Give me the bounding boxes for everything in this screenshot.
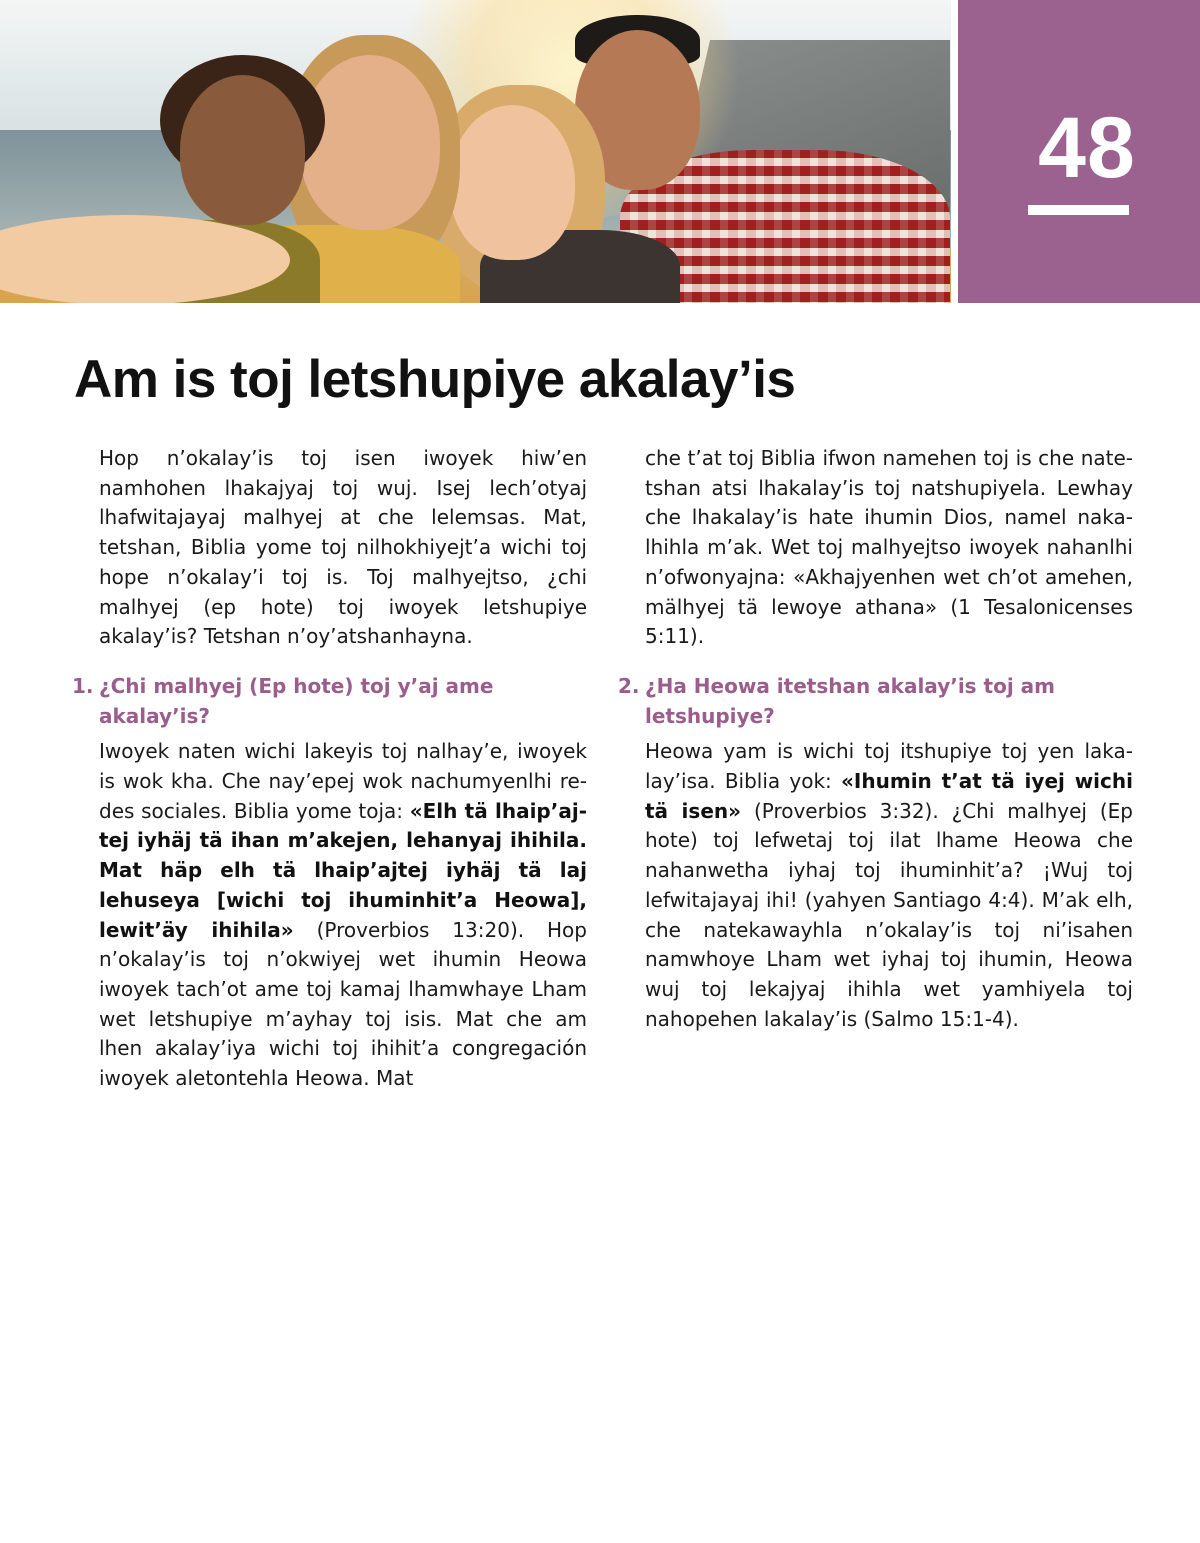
photo-person xyxy=(300,55,440,230)
paragraph-text: Heowa yam is wichi toj itshupiye toj yen lakalay’isa. Biblia yok: xyxy=(645,739,1133,794)
section-1-paragraph xyxy=(99,737,587,1093)
section-1-paragraph-continued: che t’at toj Biblia ifwon namehen toj is che natetshan atsi lhakalay’is toj natshupiyela. Lewhay che lhakalay’is hate ihumin Dios, namel nakalhihla m’ak. Wet toj malhyejtso iwoyek nahanlhi n’ofwonyajna: «Akhajyenhen wet ch’ot amehen, mälhyej tä lewoye athana» (1 Tesalonicenses 5:11). xyxy=(645,446,1133,649)
question-heading-1 xyxy=(72,672,587,731)
question-text: ¿Chi malhyej (Ep hote) toj y’aj ame akalay’is? xyxy=(99,673,494,728)
question-number: 2. xyxy=(618,673,640,698)
photo-person xyxy=(180,75,305,225)
question-number: 1. xyxy=(72,673,94,698)
paragraph-text: Iwoyek naten wichi lakeyis toj nalhay’e, iwoyek is wok kha. Che nay’epej wok nachumyenlhi redes sociales. Biblia yome toja: xyxy=(99,739,587,823)
header-photo xyxy=(0,0,951,303)
page-title: Am is toj letshupiye akalay’is xyxy=(74,350,796,409)
photo-person xyxy=(450,105,575,260)
question-heading-2 xyxy=(618,672,1133,731)
question-text: ¿Ha Heowa itetshan akalay’is toj am letshupiye? xyxy=(645,673,1055,728)
lesson-number: 48 xyxy=(1038,100,1136,196)
column-right xyxy=(618,444,1133,1034)
section-2-paragraph xyxy=(645,737,1133,1034)
intro-paragraph: Hop n’okalay’is toj isen iwoyek hiw’en namhohen lhakajyaj toj wuj. Isej lech’otyaj lhafwitajayaj malhyej at che lelemsas. Mat, tetshan, Biblia yome toj nilhokhiyejt’a wichi toj hope n’okalay’i toj is. Toj malhyejtso, ¿chi malhyej (ep hote) toj iwoyek letshupiye akalay’is? Tetshan n’oy’atshanhayna. xyxy=(99,446,587,649)
column-left xyxy=(72,444,588,1094)
lesson-number-badge xyxy=(958,0,1200,303)
paragraph-text: (Proverbios 13:20). Hop n’okalay’is toj n’okwiyej wet ihumin Heowa iwoyek tach’ot ame toj kamaj lhamwhaye Lham wet letshupiye m’ayhay toj isis. Mat che am lhen akalay’iya wichi toj ihihit’a congregación iwoyek aletontehla Heowa. Mat xyxy=(99,917,587,1091)
lesson-number-underline xyxy=(1028,205,1129,215)
scripture-quote: «Elh tä lhaip’ajtej iyhäj tä ihan m’akejen, lehanyaj ihihila. Mat häp elh tä lhaip’ajtej iyhäj tä laj lehuseya [wichi toj ihuminhit’a Heowa], lewit’äy ihihila» xyxy=(99,798,588,942)
paragraph-text: (Proverbios 3:32). ¿Chi malhyej (Ep hote) toj lefwetaj toj ilat lhame Heowa che nahanwetha iyhaj toj ihuminhit’a? ¡Wuj toj lefwitajayaj ihi! (yahyen Santiago 4:4). M’ak elh, che natekawayhla n’okalay’is toj ni’isahen namwhoye Lham wet iyhaj toj ihumin, Heowa wuj toj lekajyaj ihihla wet yamhiyela toj nahopehen lakalay’is (Salmo 15:1-4). xyxy=(645,798,1133,1031)
scripture-quote: «Ihumin t’at tä iyej wichi tä isen» xyxy=(645,769,1133,823)
